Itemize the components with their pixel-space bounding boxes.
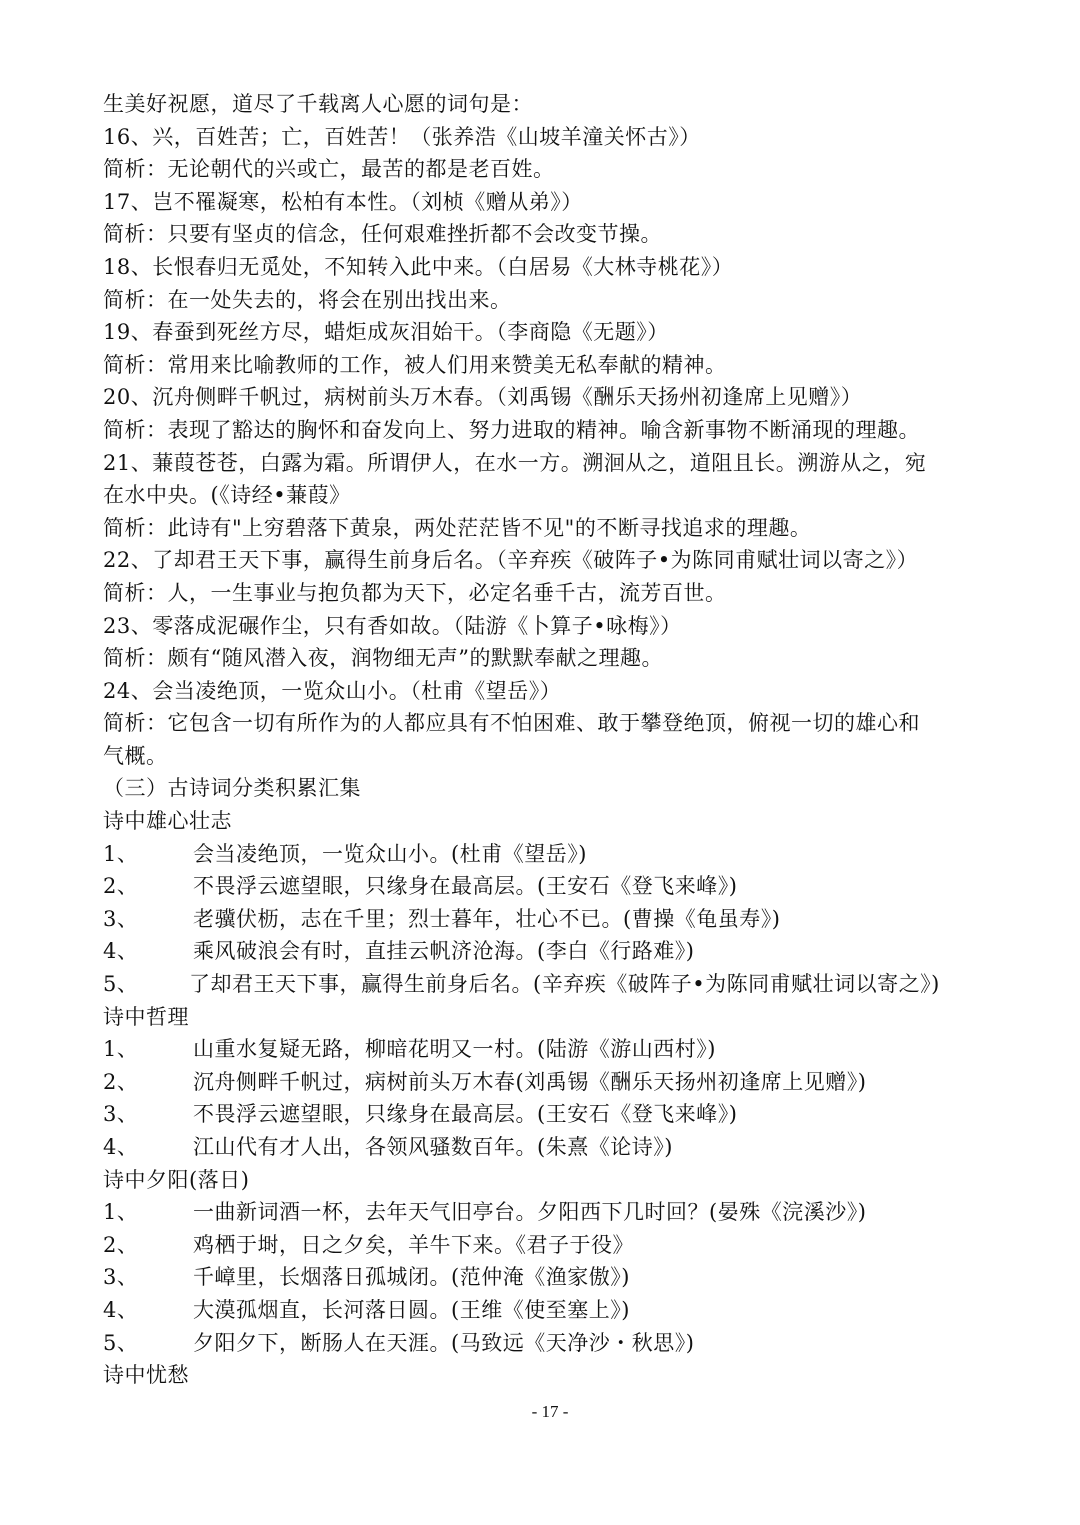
poem-line-continued: 在水中央。(《诗经•蒹葭》 (103, 483, 351, 508)
item-text: 不畏浮云遮望眼，只缘身在最高层。(王安石《登飞来峰》) (193, 874, 738, 899)
section-title: （三）古诗词分类积累汇集 (103, 776, 361, 801)
poem-line: 22、了却君王天下事，赢得生前身后名。（辛弃疾《破阵子•为陈同甫赋壮词以寄之》） (103, 548, 919, 573)
list-item (103, 838, 1003, 871)
list-item (103, 935, 1003, 968)
item-text: 千嶂里，长烟落日孤城闭。(范仲淹《渔家傲》) (193, 1265, 630, 1290)
item-text: 不畏浮云遮望眼，只缘身在最高层。(王安石《登飞来峰》) (193, 1102, 738, 1127)
text-line: 生美好祝愿，道尽了千载离人心愿的词句是： (103, 92, 533, 116)
item-number: 2、 (103, 1232, 139, 1257)
analysis-line: 简析：无论朝代的兴或亡，最苦的都是老百姓。 (103, 157, 555, 182)
item-text: 老骥伏枥，志在千里；烈士暮年，壮心不已。(曹操《龟虽寿》) (193, 906, 781, 931)
item-number: 5、 (103, 1330, 139, 1355)
list-item (103, 903, 1003, 936)
poem-line: 23、零落成泥碾作尘，只有香如故。（陆游《卜算子•咏梅》） (103, 613, 682, 638)
poem-line: 24、会当凌绝顶，一览众山小。（杜甫《望岳》） (103, 678, 562, 703)
item-text: 夕阳夕下，断肠人在天涯。(马致远《天净沙・秋思》) (193, 1330, 695, 1355)
list-item (103, 1294, 1003, 1327)
category-heading: 诗中雄心壮志 (103, 809, 232, 834)
list-item (103, 1098, 1003, 1131)
item-text: 了却君王天下事，赢得生前身后名。(辛弃疾《破阵子•为陈同甫赋壮词以寄之》) (189, 972, 940, 997)
item-text: 大漠孤烟直，长河落日圆。(王维《使至塞上》) (193, 1297, 630, 1322)
item-number: 5、 (103, 972, 139, 997)
analysis-line: 简析：人，一生事业与抱负都为天下，必定名垂千古，流芳百世。 (103, 580, 727, 605)
item-number: 4、 (103, 1297, 139, 1322)
category-heading: 诗中哲理 (103, 1004, 189, 1029)
document-body (103, 88, 1003, 1392)
list-item (103, 968, 1003, 1001)
item-number: 3、 (103, 906, 139, 931)
item-number: 4、 (103, 1135, 139, 1159)
analysis-line: 简析：常用来比喻教师的工作，被人们用来赞美无私奉献的精神。 (103, 352, 727, 377)
list-item (103, 870, 1003, 903)
poem-line: 20、沉舟侧畔千帆过，病树前头万木春。（刘禹锡《酬乐天扬州初逢席上见赠》） (103, 385, 863, 410)
list-item (103, 1131, 1003, 1164)
category-heading: 诗中忧愁 (103, 1363, 189, 1388)
category-heading: 诗中夕阳(落日) (103, 1167, 250, 1192)
poem-line: 18、长恨春归无觅处，不知转入此中来。（白居易《大林寺桃花》） (103, 254, 734, 279)
list-item (103, 1229, 1003, 1262)
item-text: 山重水复疑无路，柳暗花明又一村。(陆游《游山西村》) (193, 1037, 716, 1062)
analysis-line-continued: 气概。 (103, 743, 168, 768)
item-number: 1、 (103, 841, 139, 866)
analysis-line: 简析：它包含一切有所作为的人都应具有不怕困难、敢于攀登绝顶，俯视一切的雄心和 (103, 711, 920, 736)
poem-line: 21、蒹葭苍苍，白露为霜。所谓伊人，在水一方。溯洄从之，道阻且长。溯游从之，宛 (103, 450, 927, 475)
item-text: 江山代有才人出，各领风骚数百年。(朱熹《论诗》) (193, 1135, 673, 1159)
list-item (103, 1327, 1003, 1360)
item-number: 1、 (103, 1200, 139, 1225)
analysis-line: 简析：在一处失去的，将会在别出找出来。 (103, 287, 512, 312)
item-text: 一曲新词酒一杯，去年天气旧亭台。夕阳西下几时回？(晏殊《浣溪沙》) (193, 1200, 867, 1225)
item-number: 3、 (103, 1102, 139, 1127)
item-number: 2、 (103, 1069, 139, 1094)
page-number: - 17 - (531, 1402, 569, 1421)
analysis-line: 简析：只要有坚贞的信念，任何艰难挫折都不会改变节操。 (103, 222, 662, 247)
item-text: 会当凌绝顶，一览众山小。(杜甫《望岳》) (193, 841, 587, 866)
list-item (103, 1261, 1003, 1294)
poem-line: 17、岂不罹凝寒，松柏有本性。（刘桢《赠从弟》） (103, 189, 583, 214)
analysis-line: 简析：颇有“随风潜入夜，润物细无声”的默默奉献之理趣。 (103, 646, 663, 671)
item-text: 鸡栖于埘，日之夕矣，羊牛下来。《君子于役》 (193, 1232, 634, 1257)
item-number: 3、 (103, 1265, 139, 1290)
analysis-line: 简析：表现了豁达的胸怀和奋发向上、努力进取的精神。喻含新事物不断涌现的理趣。 (103, 417, 920, 442)
analysis-line: 简析：此诗有"上穷碧落下黄泉，两处茫茫皆不见"的不断寻找追求的理趣。 (103, 515, 812, 540)
list-item (103, 1066, 1003, 1099)
item-text: 沉舟侧畔千帆过，病树前头万木春(刘禹锡《酬乐天扬州初逢席上见赠》) (193, 1069, 867, 1094)
poem-line: 19、春蚕到死丝方尽，蜡炬成灰泪始干。（李商隐《无题》） (103, 320, 669, 345)
item-number: 4、 (103, 939, 139, 964)
list-item (103, 1033, 1003, 1066)
poem-line: 16、兴，百姓苦；亡，百姓苦！（张养浩《山坡羊潼关怀古》） (103, 124, 701, 149)
item-number: 2、 (103, 874, 139, 899)
list-item (103, 1196, 1003, 1229)
item-number: 1、 (103, 1037, 139, 1062)
item-text: 乘风破浪会有时，直挂云帆济沧海。(李白《行路难》) (193, 939, 695, 964)
